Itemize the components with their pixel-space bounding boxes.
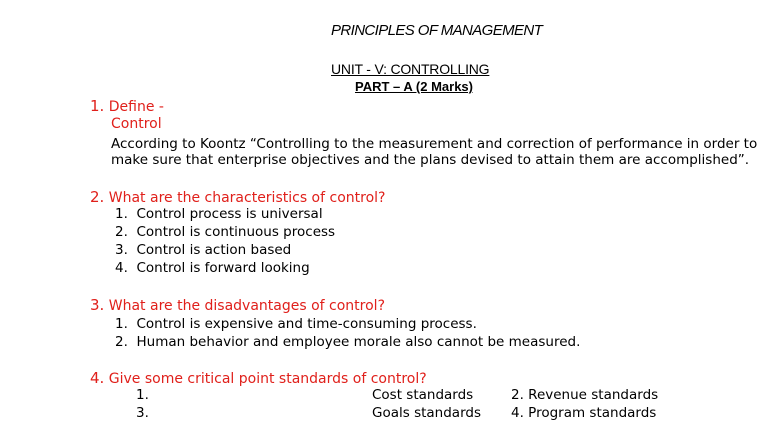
item-number: 1. [115, 206, 128, 222]
grid-number: 1. [136, 387, 149, 403]
item-number: 3. [115, 242, 128, 258]
question-number: 2. [90, 188, 105, 206]
item-text: Control is action based [136, 242, 292, 258]
item-text: Control is continuous process [136, 224, 336, 240]
question-4 [90, 369, 427, 387]
question-3 [90, 296, 385, 314]
grid-right-cell: 4. Program standards [511, 405, 657, 421]
answer-line: make sure that enterprise objectives and the plans devised to attain them are accomplished”. [111, 152, 750, 168]
question-number: 3. [90, 296, 105, 314]
item-text: Control process is universal [136, 206, 323, 222]
item-text: Control is forward looking [136, 260, 310, 276]
grid-right-cell: 2. Revenue standards [511, 387, 659, 403]
question-text: What are the disadvantages of control? [108, 298, 386, 314]
list-item [115, 316, 477, 332]
item-number: 1. [115, 316, 128, 332]
item-number: 2. [115, 224, 128, 240]
list-item [115, 260, 310, 276]
item-text: Human behavior and employee morale also cannot be measured. [136, 334, 581, 350]
page-title: PRINCIPLES OF MANAGEMENT [331, 22, 543, 39]
unit-heading: UNIT - V: CONTROLLING [331, 61, 490, 77]
answer-line: According to Koontz “Controlling to the measurement and correction of performance in order to [111, 136, 758, 152]
item-number: 2. [115, 334, 128, 350]
question-text: Define - [108, 99, 164, 115]
question-1-subtext: Control [111, 116, 162, 132]
grid-number: 3. [136, 405, 149, 421]
part-heading: PART – A (2 Marks) [355, 79, 473, 94]
item-number: 4. [115, 260, 128, 276]
question-number: 4. [90, 369, 105, 387]
list-item [115, 224, 335, 240]
grid-left-cell: Goals standards [372, 405, 481, 421]
question-text: What are the characteristics of control? [108, 190, 386, 206]
grid-left-cell: Cost standards [372, 387, 474, 403]
list-item [115, 242, 291, 258]
question-1 [90, 97, 164, 115]
item-text: Control is expensive and time-consuming process. [136, 316, 477, 332]
question-text: Give some critical point standards of control? [108, 371, 427, 387]
list-item [115, 334, 580, 350]
list-item [115, 206, 323, 222]
question-number: 1. [90, 97, 105, 115]
question-2 [90, 188, 385, 206]
